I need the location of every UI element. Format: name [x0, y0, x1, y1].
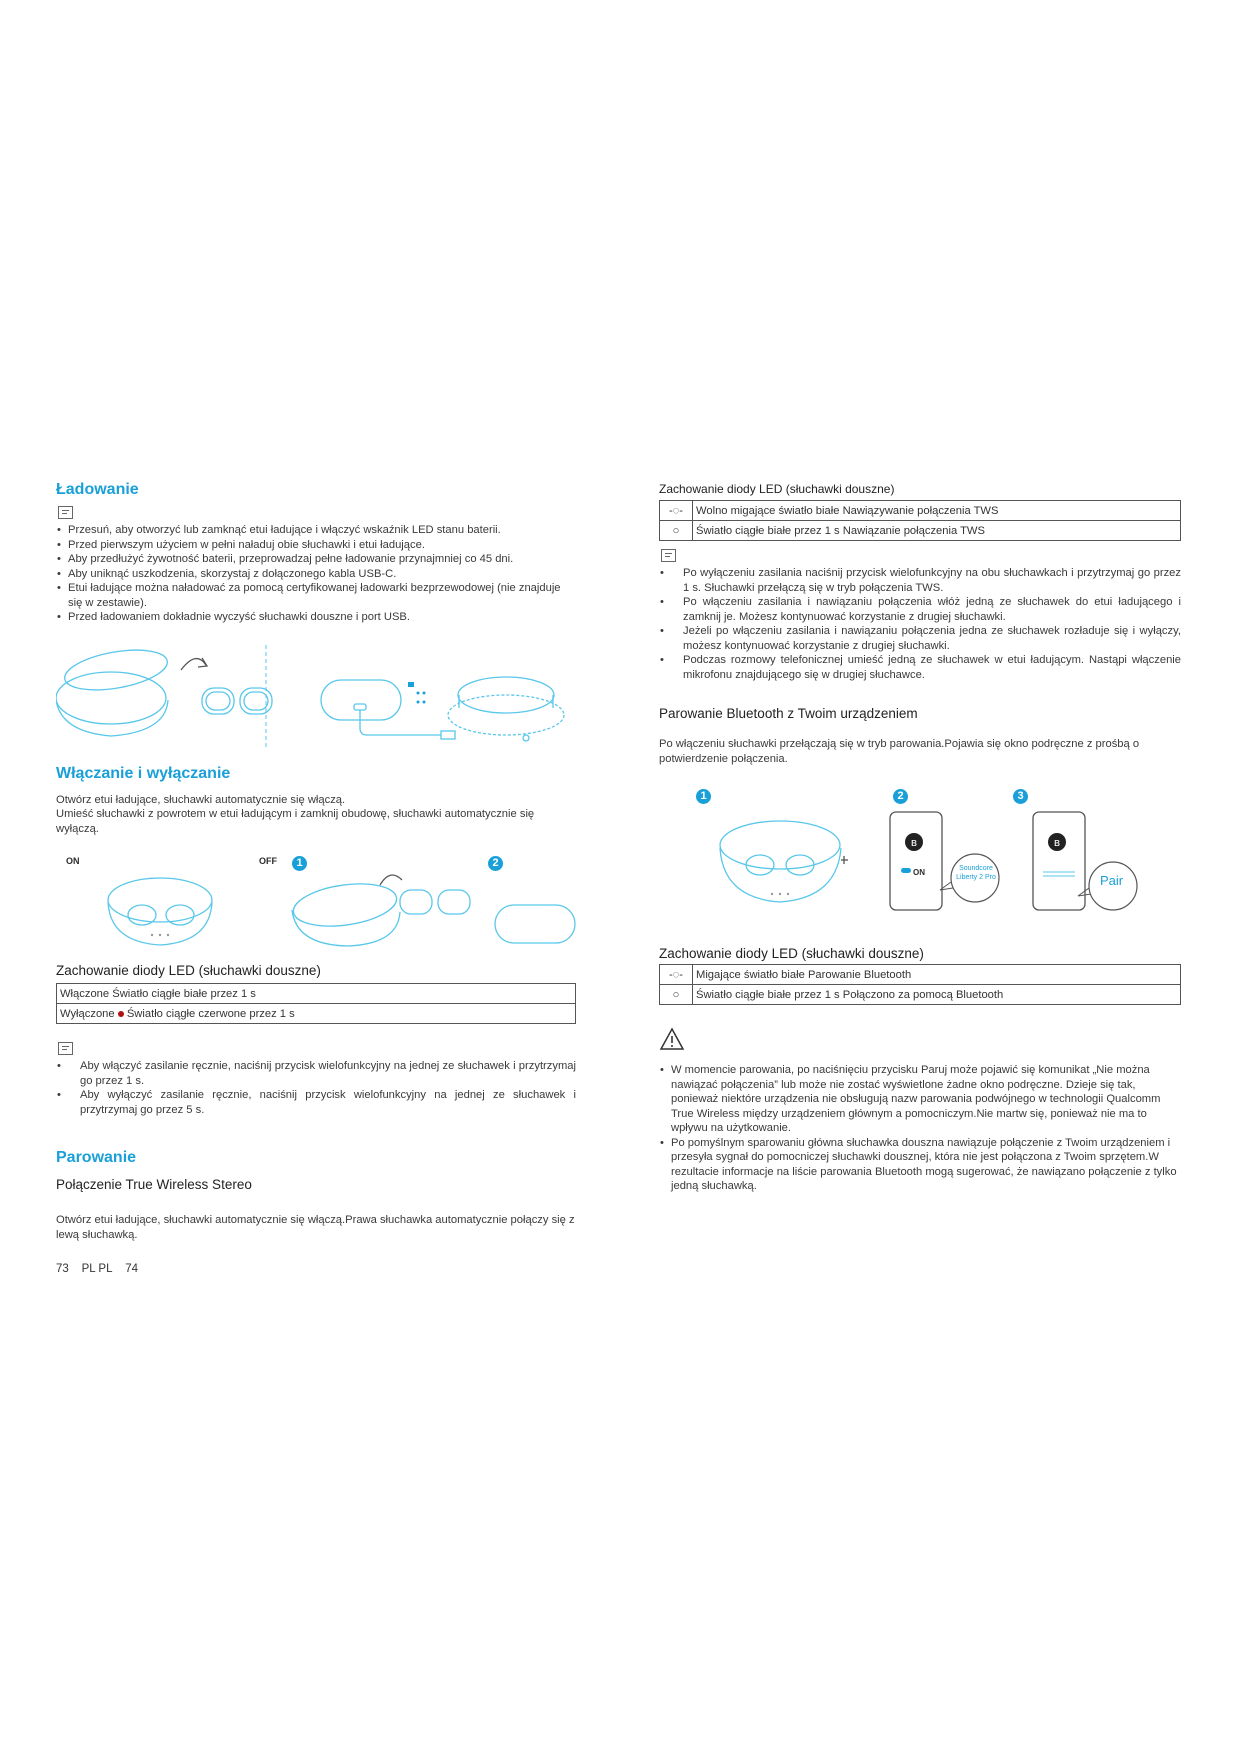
blinking-led-icon: -◌- — [668, 504, 684, 517]
lang-left: PL — [81, 1263, 96, 1275]
tws-text: Otwórz etui ładujące, słuchawki automatycznie się włączą.Prawa słuchawka automatycznie połączy się z lewą słuchawką. — [56, 1214, 575, 1241]
list-item: • Przed pierwszym użyciem w pełni naładuj obie słuchawki i etui ładujące. — [56, 538, 566, 553]
bt-step-3-badge: 3 — [1013, 789, 1028, 804]
list-item: • Podczas rozmowy telefonicznej umieść jedną ze słuchawek w etui ładującym. Nastąpi włączenie mikrofonu znajdującego się w drugiej słuchawce. — [659, 653, 1181, 682]
page-number-left: 73 — [56, 1263, 69, 1275]
power-bullets — [56, 1059, 576, 1117]
led-desc: Światło ciągłe białe przez 1 s — [696, 988, 840, 1001]
list-item: • Po wyłączeniu zasilania naciśnij przycisk wielofunkcyjny na obu słuchawkach i przytrzymaj go przez 1 s. Słuchawki przełączą się w tryb połączenia TWS. — [659, 566, 1181, 595]
page-number-right: 74 — [125, 1263, 139, 1275]
led-desc: Światło ciągłe czerwone przez 1 s — [126, 1007, 295, 1020]
list-item: • Po włączeniu zasilania i nawiązaniu połączenia włóż jedną ze słuchawek do etui ładującego i zamknij je. Możesz kontynuować korzystanie z drugiej słuchawki. — [659, 595, 1181, 624]
led-state: Nawiązywanie połączenia TWS — [842, 504, 999, 517]
led-state: Połączono za pomocą Bluetooth — [842, 988, 1004, 1001]
led-state: Włączone — [60, 987, 110, 1000]
pairing-title: Parowanie — [56, 1149, 137, 1166]
solid-led-icon: ○ — [672, 988, 680, 1001]
solid-led-icon: ○ — [672, 524, 680, 537]
step-2-badge: 2 — [488, 856, 503, 871]
list-item: • Po pomyślnym sparowaniu główna słuchawka douszna nawiązuje połączenie z Twoim urządzeniem i przesyła sygnał do pomocniczej słuchawki dousznej, która nie jest połączona z Twoim sprzętem.W rezultacie informacje na liście parowania Bluetooth mogą sugerować, że nawiązano połączenie z tylko jedną słuchawką. — [659, 1136, 1181, 1194]
list-item: • Przed ładowaniem dokładnie wyczyść słuchawki douszne i port USB. — [56, 610, 566, 625]
table-row — [660, 985, 1181, 1005]
list-item: • Aby przedłużyć żywotność baterii, przeprowadzaj pełne ładowanie przynajmniej co 45 dni. — [56, 552, 566, 567]
charging-illustration — [56, 640, 576, 750]
power-text-2: Umieść słuchawki z powrotem w etui ładującym i zamknij obudowę, słuchawki automatycznie się wyłączą. — [56, 808, 535, 835]
led-desc: Wolno migające światło białe — [696, 504, 840, 517]
list-item: • Przesuń, aby otworzyć lub zamknąć etui ładujące i włączyć wskaźnik LED stanu baterii. — [56, 523, 566, 538]
led-bt-title: Zachowanie diody LED (słuchawki douszne) — [659, 946, 924, 961]
warning-icon — [659, 1027, 685, 1051]
list-item: • W momencie parowania, po naciśnięciu przycisku Paruj może pojawić się komunikat „Nie można nawiązać połączenia” lub może nie zostać wyświetlone żadne okno podręczne. Dzieje się tak, ponieważ niektóre urządzenia nie obsługują nazw parowania podwójnego w technologii Qualcomm True Wireless między urządzeniem głównym a pomocniczym.Nie martw się, ponieważ nie ma to wpływu na użytkowanie. — [659, 1063, 1181, 1136]
lang-right: PL — [98, 1263, 113, 1275]
led-desc: Migające światło białe — [696, 968, 805, 981]
led-bt-table — [659, 964, 1181, 1005]
list-item: • Aby włączyć zasilanie ręcznie, naciśnij przycisk wielofunkcyjny na jednej ze słuchawek i przytrzymaj go przez 1 s. — [56, 1059, 576, 1088]
svg-text:ʙ: ʙ — [910, 836, 918, 849]
led-desc: Światło ciągłe białe przez 1 s — [696, 524, 840, 537]
note-icon — [661, 549, 676, 562]
list-item: • Etui ładujące można naładować za pomocą certyfikowanej ładowarki bezprzewodowej (nie znajduje się w zestawie). — [56, 581, 566, 610]
pair-button: Pair — [1100, 873, 1124, 888]
power-text-1: Otwórz etui ładujące, słuchawki automatycznie się włączą. — [56, 794, 346, 806]
table-row — [57, 984, 576, 1004]
led-tws-table — [659, 500, 1181, 541]
note-icon — [58, 506, 73, 519]
tws-bullets — [659, 566, 1181, 682]
svg-text:ʙ: ʙ — [1053, 836, 1061, 849]
list-item: • Aby uniknąć uszkodzenia, skorzystaj z dołączonego kabla USB-C. — [56, 567, 566, 582]
led-desc: Światło ciągłe białe przez 1 s — [112, 987, 256, 1000]
bt-illustration — [715, 810, 1155, 920]
table-row — [660, 521, 1181, 541]
blinking-led-icon: -◌- — [668, 968, 684, 981]
charging-bullets — [56, 523, 566, 625]
tws-subtitle: Połączenie True Wireless Stereo — [56, 1177, 252, 1192]
device-name-label: Soundcore Liberty 2 Pro — [956, 865, 996, 881]
red-led-icon — [118, 1011, 124, 1017]
bt-text: Po włączeniu słuchawki przełączają się w tryb parowania.Pojawia się okno podręczne z prośbą o potwierdzenie połączenia. — [659, 738, 1140, 765]
table-row — [660, 965, 1181, 985]
step-1-badge: 1 — [292, 856, 307, 871]
led-power-title: Zachowanie diody LED (słuchawki douszne) — [56, 963, 321, 978]
off-label: OFF — [259, 856, 277, 866]
table-row — [660, 501, 1181, 521]
led-state: Parowanie Bluetooth — [807, 968, 912, 981]
note-icon — [58, 1042, 73, 1055]
on-label: ON — [66, 856, 80, 866]
led-state: Wyłączone — [60, 1007, 115, 1020]
led-tws-title: Zachowanie diody LED (słuchawki douszne) — [659, 482, 895, 496]
power-illustration — [100, 860, 580, 960]
warning-bullets — [659, 1063, 1181, 1194]
list-item: • Jeżeli po włączeniu zasilania i nawiązaniu połączenia jedna ze słuchawek rozładuje się i wyłączy, możesz kontynuować korzystanie z drugiej słuchawki. — [659, 624, 1181, 653]
list-item: • Aby wyłączyć zasilanie ręcznie, naciśnij przycisk wielofunkcyjny na jednej ze słuchawek i przytrzymaj go przez 5 s. — [56, 1088, 576, 1117]
charging-title: Ładowanie — [56, 481, 139, 498]
led-state: Nawiązanie połączenia TWS — [842, 524, 985, 537]
power-title: Włączanie i wyłączanie — [56, 765, 231, 782]
bt-title: Parowanie Bluetooth z Twoim urządzeniem — [659, 706, 918, 721]
bt-step-2-badge: 2 — [893, 789, 908, 804]
bt-step-1-badge: 1 — [696, 789, 711, 804]
table-row — [57, 1004, 576, 1024]
led-power-table — [56, 983, 576, 1024]
bt-on-label: ON — [913, 868, 925, 877]
page-footer — [56, 1263, 138, 1275]
